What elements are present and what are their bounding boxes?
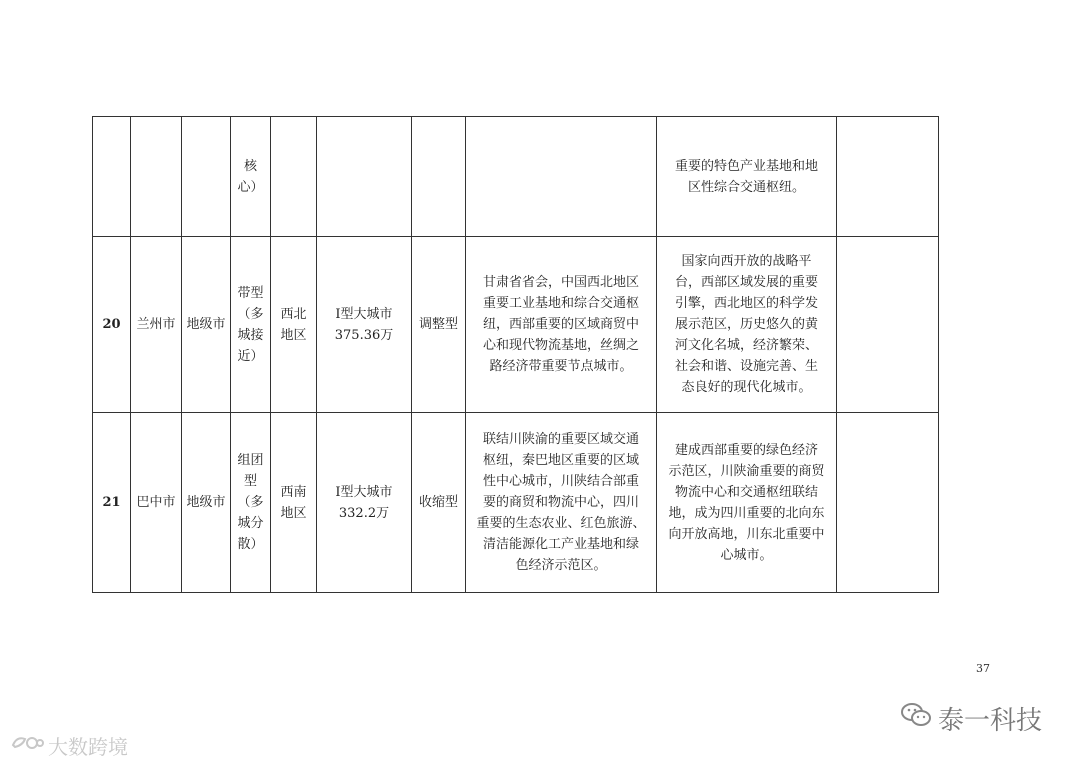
cell-function xyxy=(466,237,657,413)
cell-number xyxy=(93,117,131,237)
cell-line: 核 xyxy=(243,158,257,174)
cell-scale xyxy=(317,237,412,413)
cell-line: 西北 xyxy=(280,306,307,322)
cell-line: 城接 xyxy=(237,327,264,343)
cell-line: 散） xyxy=(237,537,264,552)
cell-line: 物流中心和交通枢纽联结 xyxy=(674,484,818,500)
cell-target xyxy=(657,117,837,237)
cell-region xyxy=(271,117,317,237)
cell-line: 要的商贸和物流中心，四川 xyxy=(482,495,639,510)
cell-line: 色经济示范区。 xyxy=(515,558,607,573)
table-row xyxy=(93,237,939,413)
watermark-left xyxy=(10,731,128,760)
cell-line: 型 xyxy=(243,474,257,489)
cell-scale xyxy=(317,413,412,593)
cell-line: 组团 xyxy=(237,453,264,468)
cell-line: 向开放高地，川东北重要中 xyxy=(668,526,825,542)
cell-line: 社会和谐、设施完善、生 xyxy=(674,359,818,374)
cell-line: 地区 xyxy=(280,505,307,521)
cell-line: 地，成为四川重要的北向东 xyxy=(668,505,825,521)
cell-line: 联结川陕渝的重要区域交通 xyxy=(482,432,639,447)
watermark-left-text: 大数跨境 xyxy=(48,735,128,759)
cell-line: （多 xyxy=(237,495,264,510)
cell-line: 性中心城市，川陕结合部重 xyxy=(482,474,639,489)
cell-line: 西南 xyxy=(280,484,307,500)
cell-line: 心） xyxy=(237,179,264,195)
cell-line: 375.36万 xyxy=(334,327,394,343)
cell-line: 重要的生态农业、红色旅游、 xyxy=(476,516,646,531)
cell-line: 路经济带重要节点城市。 xyxy=(489,359,633,374)
cell-type: 调整型 xyxy=(412,237,466,413)
cell-spatial-form xyxy=(231,413,271,593)
cell-region xyxy=(271,413,317,593)
watermark-right-text: 泰一科技 xyxy=(938,706,1043,736)
cell-line: Ⅰ型大城市 xyxy=(335,484,393,500)
cell-spatial-form xyxy=(231,237,271,413)
cell-type: 收缩型 xyxy=(412,413,466,593)
cell-line: 重要工业基地和综合交通枢 xyxy=(482,296,639,311)
cell-city: 巴中市 xyxy=(131,413,182,593)
cell-line: 332.2万 xyxy=(338,505,390,521)
cell-line: 城分 xyxy=(237,516,264,531)
cell-line: （多 xyxy=(237,306,264,322)
cell-spatial-form xyxy=(231,117,271,237)
cell-line: 纽，西部重要的区域商贸中 xyxy=(482,317,639,332)
cell-number: 20 xyxy=(93,237,131,413)
table-row xyxy=(93,413,939,593)
cell-line: 台，西部区域发展的重要 xyxy=(674,275,818,290)
cell-target xyxy=(657,237,837,413)
cell-line: 态良好的现代化城市。 xyxy=(681,380,812,395)
cell-line: 枢纽，秦巴地区重要的区域 xyxy=(482,453,639,468)
cell-note xyxy=(837,413,939,593)
cell-city: 兰州市 xyxy=(131,237,182,413)
cell-target xyxy=(657,413,837,593)
table-row xyxy=(93,117,939,237)
cell-line: 国家向西开放的战略平 xyxy=(681,254,812,269)
cell-level: 地级市 xyxy=(182,237,231,413)
cell-region xyxy=(271,237,317,413)
cell-line: 引擎，西北地区的科学发 xyxy=(674,296,818,311)
cell-line: 近） xyxy=(237,348,264,364)
cell-level: 地级市 xyxy=(182,413,231,593)
cell-line: 心和现代物流基地，丝绸之 xyxy=(482,338,639,353)
cell-line: 地区 xyxy=(280,327,307,343)
cell-level xyxy=(182,117,231,237)
wechat-logo-icon xyxy=(900,701,932,736)
cell-line: 清洁能源化工产业基地和绿 xyxy=(482,537,639,552)
watermark-right xyxy=(900,700,1042,737)
weibo-logo-icon xyxy=(10,733,44,758)
data-table xyxy=(92,116,939,593)
cell-line: 心城市。 xyxy=(720,547,773,563)
cell-type xyxy=(412,117,466,237)
cell-line: 甘肃省省会，中国西北地区 xyxy=(482,275,639,290)
cell-note xyxy=(837,117,939,237)
cell-city xyxy=(131,117,182,237)
cell-line: 区性综合交通枢纽。 xyxy=(687,179,805,195)
cell-line: 展示范区，历史悠久的黄 xyxy=(674,317,818,332)
cell-line: 建成西部重要的绿色经济 xyxy=(674,442,818,458)
cell-function xyxy=(466,117,657,237)
cell-scale xyxy=(317,117,412,237)
cell-note xyxy=(837,237,939,413)
cell-line: 示范区，川陕渝重要的商贸 xyxy=(668,463,825,479)
cell-line: 带型 xyxy=(237,285,264,301)
cell-line: 重要的特色产业基地和地 xyxy=(674,158,818,174)
cell-line: Ⅰ型大城市 xyxy=(335,306,393,322)
page-number: 37 xyxy=(976,662,990,675)
cell-number: 21 xyxy=(93,413,131,593)
cell-function xyxy=(466,413,657,593)
cell-line: 河文化名城，经济繁荣、 xyxy=(674,338,818,353)
